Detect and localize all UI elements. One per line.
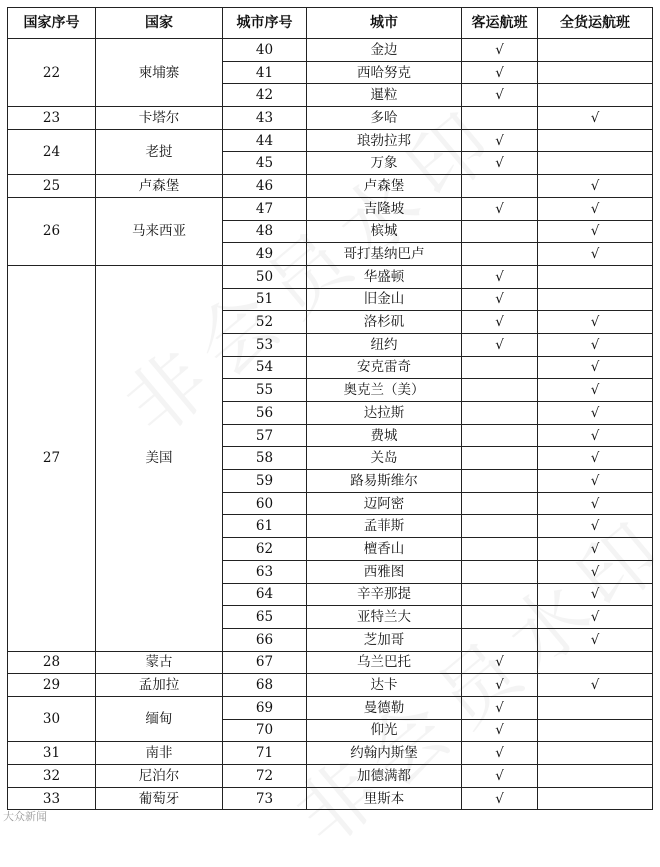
table-row: [8, 765, 653, 788]
cargo-flight-cell: √: [538, 492, 653, 515]
city-number-cell: 68: [223, 674, 307, 697]
cargo-flight-cell: √: [538, 311, 653, 334]
city-number-cell: 47: [223, 197, 307, 220]
cargo-flight-cell: √: [538, 243, 653, 266]
country-number-cell: 25: [8, 175, 96, 198]
table-body: [8, 39, 653, 810]
city-number-cell: 57: [223, 424, 307, 447]
country-name-cell: 美国: [96, 265, 223, 651]
passenger-flight-cell: [462, 402, 538, 425]
table-row: [8, 674, 653, 697]
city-number-cell: 64: [223, 583, 307, 606]
cargo-flight-cell: √: [538, 197, 653, 220]
country-name-cell: 蒙古: [96, 651, 223, 674]
passenger-flight-cell: √: [462, 742, 538, 765]
table-row: [8, 107, 653, 130]
cargo-flight-cell: [538, 39, 653, 62]
city-number-cell: 59: [223, 470, 307, 493]
cargo-flight-cell: √: [538, 515, 653, 538]
passenger-flight-cell: [462, 447, 538, 470]
city-number-cell: 63: [223, 560, 307, 583]
city-number-cell: 53: [223, 333, 307, 356]
passenger-flight-cell: √: [462, 719, 538, 742]
country-name-cell: 南非: [96, 742, 223, 765]
cargo-flight-cell: √: [538, 470, 653, 493]
city-name-cell: 西哈努克: [307, 61, 462, 84]
table-row: [8, 129, 653, 152]
country-number-cell: 27: [8, 265, 96, 651]
city-name-cell: 哥打基纳巴卢: [307, 243, 462, 266]
city-number-cell: 54: [223, 356, 307, 379]
city-name-cell: 华盛顿: [307, 265, 462, 288]
passenger-flight-cell: [462, 560, 538, 583]
city-name-cell: 仰光: [307, 719, 462, 742]
passenger-flight-cell: √: [462, 765, 538, 788]
passenger-flight-cell: [462, 424, 538, 447]
cargo-flight-cell: √: [538, 424, 653, 447]
city-name-cell: 纽约: [307, 333, 462, 356]
country-name-cell: 马来西亚: [96, 197, 223, 265]
country-number-cell: 32: [8, 765, 96, 788]
passenger-flight-cell: √: [462, 84, 538, 107]
cargo-flight-cell: √: [538, 538, 653, 561]
cargo-flight-cell: √: [538, 220, 653, 243]
passenger-flight-cell: √: [462, 787, 538, 810]
city-name-cell: 辛辛那提: [307, 583, 462, 606]
country-name-cell: 老挝: [96, 129, 223, 174]
header-row: [8, 8, 653, 39]
city-name-cell: 万象: [307, 152, 462, 175]
header-city: 城市: [307, 8, 462, 39]
passenger-flight-cell: √: [462, 311, 538, 334]
country-number-cell: 33: [8, 787, 96, 810]
city-number-cell: 61: [223, 515, 307, 538]
passenger-flight-cell: [462, 470, 538, 493]
passenger-flight-cell: √: [462, 39, 538, 62]
cargo-flight-cell: [538, 787, 653, 810]
country-name-cell: 卡塔尔: [96, 107, 223, 130]
country-name-cell: 葡萄牙: [96, 787, 223, 810]
country-number-cell: 31: [8, 742, 96, 765]
city-name-cell: 里斯本: [307, 787, 462, 810]
city-number-cell: 70: [223, 719, 307, 742]
passenger-flight-cell: √: [462, 333, 538, 356]
table-row: [8, 696, 653, 719]
city-name-cell: 暹粒: [307, 84, 462, 107]
city-number-cell: 72: [223, 765, 307, 788]
city-number-cell: 42: [223, 84, 307, 107]
country-number-cell: 29: [8, 674, 96, 697]
city-name-cell: 卢森堡: [307, 175, 462, 198]
passenger-flight-cell: [462, 107, 538, 130]
country-number-cell: 28: [8, 651, 96, 674]
cargo-flight-cell: [538, 84, 653, 107]
city-name-cell: 加德满都: [307, 765, 462, 788]
city-name-cell: 多哈: [307, 107, 462, 130]
city-name-cell: 亚特兰大: [307, 606, 462, 629]
city-name-cell: 西雅图: [307, 560, 462, 583]
country-name-cell: 卢森堡: [96, 175, 223, 198]
table-row: [8, 651, 653, 674]
cargo-flight-cell: [538, 651, 653, 674]
city-name-cell: 达卡: [307, 674, 462, 697]
cargo-flight-cell: √: [538, 356, 653, 379]
city-name-cell: 旧金山: [307, 288, 462, 311]
city-number-cell: 50: [223, 265, 307, 288]
country-number-cell: 24: [8, 129, 96, 174]
cargo-flight-cell: √: [538, 175, 653, 198]
country-number-cell: 22: [8, 39, 96, 107]
city-number-cell: 55: [223, 379, 307, 402]
header-passenger: 客运航班: [462, 8, 538, 39]
country-name-cell: 柬埔寨: [96, 39, 223, 107]
airline-routes-table: [7, 7, 653, 810]
cargo-flight-cell: [538, 288, 653, 311]
passenger-flight-cell: √: [462, 197, 538, 220]
country-name-cell: 孟加拉: [96, 674, 223, 697]
cargo-flight-cell: √: [538, 628, 653, 651]
table-row: [8, 265, 653, 288]
city-name-cell: 金边: [307, 39, 462, 62]
cargo-flight-cell: [538, 265, 653, 288]
passenger-flight-cell: [462, 515, 538, 538]
country-name-cell: 缅甸: [96, 696, 223, 741]
city-number-cell: 56: [223, 402, 307, 425]
table-row: [8, 742, 653, 765]
city-number-cell: 51: [223, 288, 307, 311]
country-number-cell: 26: [8, 197, 96, 265]
passenger-flight-cell: √: [462, 152, 538, 175]
city-name-cell: 琅勃拉邦: [307, 129, 462, 152]
passenger-flight-cell: [462, 243, 538, 266]
city-name-cell: 孟菲斯: [307, 515, 462, 538]
passenger-flight-cell: √: [462, 288, 538, 311]
cargo-flight-cell: √: [538, 402, 653, 425]
passenger-flight-cell: [462, 175, 538, 198]
city-name-cell: 芝加哥: [307, 628, 462, 651]
header-cargo: 全货运航班: [538, 8, 653, 39]
passenger-flight-cell: [462, 538, 538, 561]
passenger-flight-cell: [462, 583, 538, 606]
cargo-flight-cell: √: [538, 674, 653, 697]
city-number-cell: 46: [223, 175, 307, 198]
passenger-flight-cell: √: [462, 696, 538, 719]
city-name-cell: 曼德勒: [307, 696, 462, 719]
city-number-cell: 67: [223, 651, 307, 674]
city-name-cell: 路易斯维尔: [307, 470, 462, 493]
passenger-flight-cell: √: [462, 265, 538, 288]
city-name-cell: 奥克兰（美）: [307, 379, 462, 402]
cargo-flight-cell: [538, 765, 653, 788]
city-number-cell: 49: [223, 243, 307, 266]
passenger-flight-cell: √: [462, 61, 538, 84]
city-name-cell: 洛杉矶: [307, 311, 462, 334]
passenger-flight-cell: [462, 628, 538, 651]
city-number-cell: 43: [223, 107, 307, 130]
cargo-flight-cell: [538, 696, 653, 719]
city-number-cell: 62: [223, 538, 307, 561]
country-name-cell: 尼泊尔: [96, 765, 223, 788]
cargo-flight-cell: √: [538, 379, 653, 402]
table-row: [8, 197, 653, 220]
city-name-cell: 槟城: [307, 220, 462, 243]
table-row: [8, 787, 653, 810]
city-number-cell: 44: [223, 129, 307, 152]
city-name-cell: 约翰内斯堡: [307, 742, 462, 765]
city-number-cell: 65: [223, 606, 307, 629]
header-city-no: 城市序号: [223, 8, 307, 39]
cargo-flight-cell: √: [538, 447, 653, 470]
city-number-cell: 73: [223, 787, 307, 810]
city-name-cell: 檀香山: [307, 538, 462, 561]
cargo-flight-cell: √: [538, 606, 653, 629]
city-number-cell: 48: [223, 220, 307, 243]
city-number-cell: 66: [223, 628, 307, 651]
country-number-cell: 23: [8, 107, 96, 130]
city-name-cell: 吉隆坡: [307, 197, 462, 220]
passenger-flight-cell: √: [462, 651, 538, 674]
city-name-cell: 安克雷奇: [307, 356, 462, 379]
passenger-flight-cell: [462, 606, 538, 629]
cargo-flight-cell: [538, 61, 653, 84]
cargo-flight-cell: [538, 719, 653, 742]
city-number-cell: 40: [223, 39, 307, 62]
header-country-no: 国家序号: [8, 8, 96, 39]
city-number-cell: 69: [223, 696, 307, 719]
cargo-flight-cell: [538, 742, 653, 765]
city-number-cell: 52: [223, 311, 307, 334]
city-number-cell: 45: [223, 152, 307, 175]
cargo-flight-cell: [538, 129, 653, 152]
city-number-cell: 58: [223, 447, 307, 470]
source-logo: 大众新闻: [3, 810, 47, 823]
passenger-flight-cell: [462, 492, 538, 515]
table-row: [8, 175, 653, 198]
cargo-flight-cell: √: [538, 583, 653, 606]
header-country: 国家: [96, 8, 223, 39]
cargo-flight-cell: √: [538, 107, 653, 130]
city-name-cell: 达拉斯: [307, 402, 462, 425]
table-row: [8, 39, 653, 62]
city-name-cell: 迈阿密: [307, 492, 462, 515]
city-name-cell: 费城: [307, 424, 462, 447]
city-number-cell: 71: [223, 742, 307, 765]
city-name-cell: 乌兰巴托: [307, 651, 462, 674]
passenger-flight-cell: [462, 356, 538, 379]
city-number-cell: 41: [223, 61, 307, 84]
city-number-cell: 60: [223, 492, 307, 515]
city-name-cell: 关岛: [307, 447, 462, 470]
passenger-flight-cell: [462, 220, 538, 243]
cargo-flight-cell: [538, 152, 653, 175]
country-number-cell: 30: [8, 696, 96, 741]
passenger-flight-cell: √: [462, 674, 538, 697]
passenger-flight-cell: √: [462, 129, 538, 152]
cargo-flight-cell: √: [538, 560, 653, 583]
cargo-flight-cell: √: [538, 333, 653, 356]
passenger-flight-cell: [462, 379, 538, 402]
